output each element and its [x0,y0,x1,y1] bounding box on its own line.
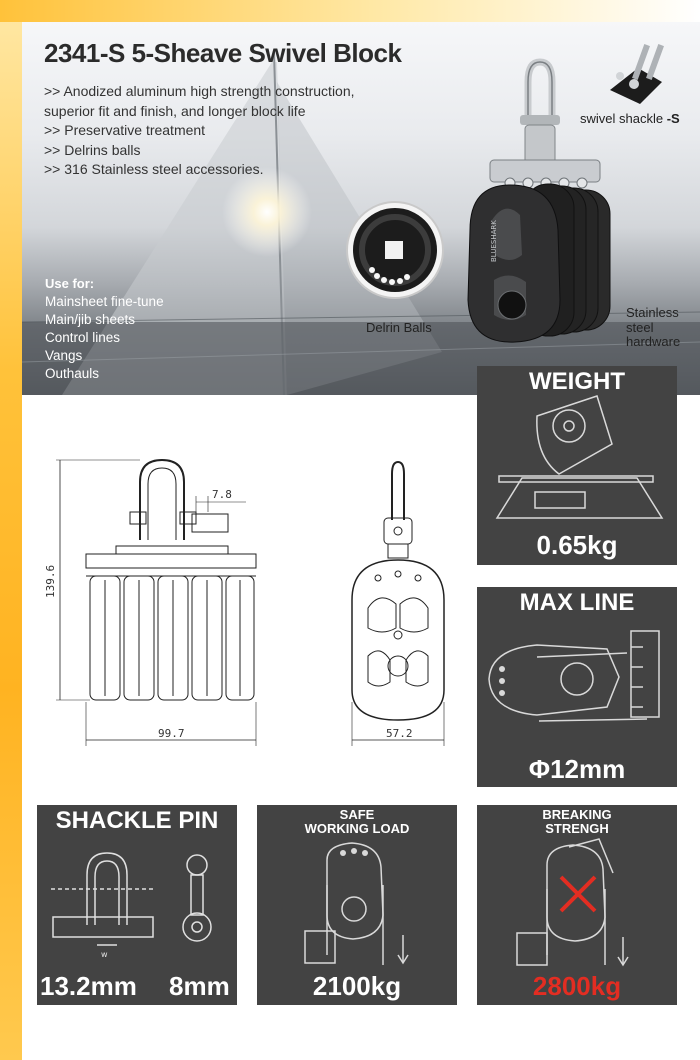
safe-load-panel [257,805,457,1005]
shackle-pin-panel [37,805,237,1005]
product-title: 2341-S 5-Sheave Swivel Block [44,38,402,68]
feature-line: >> Anodized aluminum high strength construction, [44,83,355,99]
weight-panel [477,366,677,565]
swivel-shackle-caption [580,111,680,126]
shackle-size-value: 13.2mm [40,971,137,1001]
stainless-hardware-caption [626,306,680,350]
max-line-value: Φ12mm [528,754,626,784]
breaking-title-line: BREAKING [542,807,612,822]
swivel-shackle-suffix: -S [666,111,680,126]
feature-line: superior fit and finish, and longer block life [44,102,306,119]
stainless-line: steel [626,319,654,335]
feature-line: >> Preservative treatment [44,122,206,138]
breaking-value: 2800kg [532,971,622,1001]
svg-text:BLUESHARK: BLUESHARK [490,220,498,262]
use-item: Outhauls [45,366,100,381]
safe-load-title-line: SAFE [339,807,375,822]
max-line-panel [477,587,677,787]
breaking-title-line: STRENGH [545,821,609,836]
weight-value: 0.65kg [536,530,618,560]
dim-width: 99.7 [158,727,185,740]
stainless-line: Stainless [626,305,679,320]
shackle-width-mark: w [101,950,108,959]
broken-x-icon [561,877,595,911]
delrin-balls-caption: Delrin Balls [366,320,432,335]
safe-load-value: 2100kg [312,971,402,1001]
dim-shackle-width: 7.8 [212,488,232,501]
use-item: Main/jib sheets [45,312,136,327]
max-line-title: MAX LINE [519,589,635,616]
dim-depth: 57.2 [386,727,413,740]
feature-line: >> Delrins balls [44,141,141,158]
use-item: Control lines [45,330,121,345]
breaking-strength-panel [477,805,677,1005]
shackle-pin-value: 8mm [169,971,230,1001]
weight-title: WEIGHT [529,368,625,395]
use-item: Vangs [45,348,83,363]
stainless-line: hardware [626,334,681,349]
technical-drawing [0,400,460,780]
use-item: Mainsheet fine-tune [45,294,164,309]
shackle-pin-title: SHACKLE PIN [55,807,219,834]
use-for-title: Use for: [45,276,95,291]
swivel-shackle-label: swivel shackle [580,111,664,126]
dim-height: 139.6 [44,564,57,598]
safe-load-title-line: WORKING LOAD [304,821,410,836]
feature-line: >> 316 Stainless steel accessories. [44,161,264,177]
product-render [0,0,700,400]
